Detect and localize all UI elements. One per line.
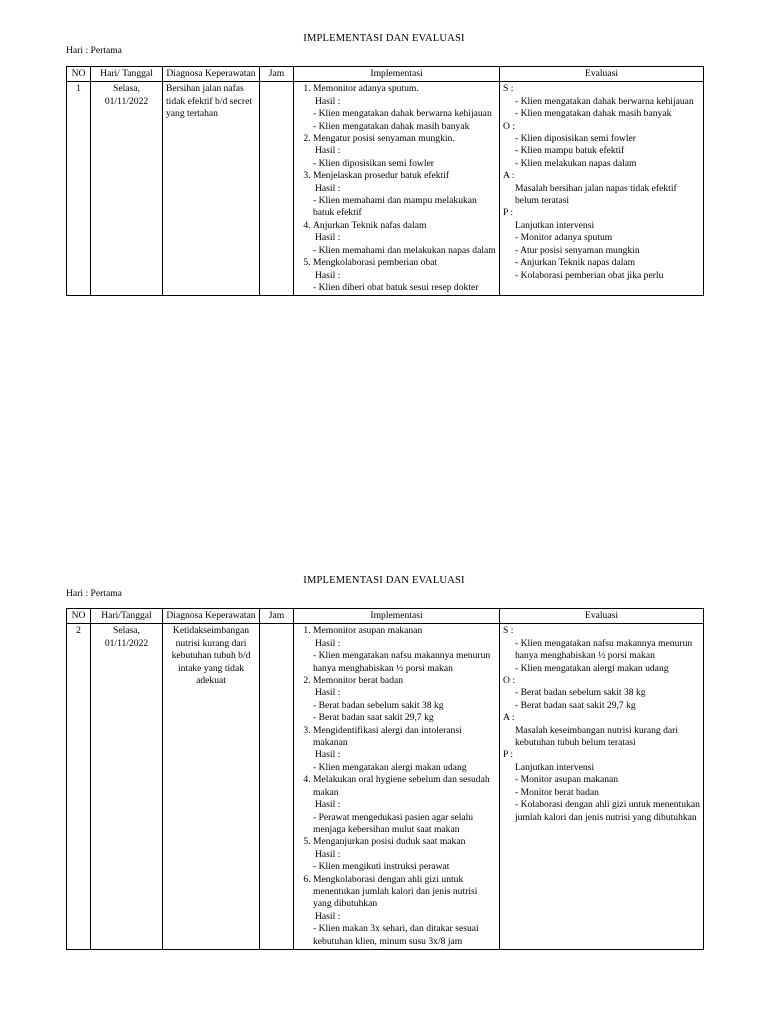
hasil-label: Hasil : — [315, 799, 341, 811]
table-row — [67, 624, 704, 950]
evaluasi-item: - Klien melakukan napas dalam — [515, 157, 637, 169]
evaluasi-item: - Monitor asupan makanan — [515, 774, 619, 786]
hasil-text: - Klien diberi obat batuk sesui resep dokter — [313, 281, 479, 293]
cell-diagnosa: Ketidakseimbangan nutrisi kurang dari kebutuhan tubuh b/d intake yang tidak adekuat — [163, 624, 260, 950]
implementasi-item — [313, 83, 496, 133]
evaluasi-item: Lanjutkan intervensi — [515, 761, 595, 773]
section-2-hari: Hari : Pertama — [66, 588, 122, 599]
implementasi-action: Mengidentifikasi alergi dan intoleransi makanan — [313, 724, 462, 749]
hasil-text: - Berat badan saat sakit 29,7 kg — [313, 712, 434, 724]
implementasi-item — [313, 257, 496, 294]
header-diagnosa: Diagnosa Keperawatan — [163, 67, 260, 82]
evaluasi-item: - Klien mengatakan alergi makan udang — [515, 662, 669, 674]
evaluasi-item: - Anjurkan Teknik napas dalam — [515, 257, 636, 269]
hasil-text: - Klien diposisikan semi fowler — [313, 157, 434, 169]
implementasi-item — [313, 133, 496, 170]
hasil-text: - Klien mengatakan dahak berwarna kehijauan — [313, 108, 492, 120]
evaluasi-item: - Klien mengatakan nafsu makannya menurun hanya menghabiskan ½ porsi makan — [515, 637, 693, 662]
hasil-label: Hasil : — [315, 637, 341, 649]
header-evaluasi: Evaluasi — [500, 609, 704, 624]
hasil-label: Hasil : — [315, 145, 341, 157]
cell-no: 1 — [67, 82, 91, 296]
hasil-label: Hasil : — [315, 182, 341, 194]
hasil-text: - Klien memahami dan melakukan napas dalam — [313, 244, 496, 256]
hasil-label: Hasil : — [315, 687, 341, 699]
cell-tanggal: Selasa, 01/11/2022 — [91, 82, 163, 296]
cell-evaluasi — [500, 82, 704, 296]
implementasi-action: Melakukan oral hygiene sebelum dan sesudah makan — [313, 774, 490, 798]
header-implementasi: Implementasi — [294, 67, 500, 82]
cell-diagnosa: Bersihan jalan nafas tidak efektif b/d secret yang tertahan — [163, 82, 260, 296]
table-row — [67, 82, 704, 296]
hasil-text: - Klien memahami dan mampu melakukan batuk efektif — [313, 195, 477, 219]
implementasi-list — [297, 83, 496, 294]
table-header-row — [67, 609, 704, 624]
implementasi-item — [313, 170, 496, 220]
header-jam: Jam — [260, 67, 294, 82]
implementasi-action: Menganjurkan posisi duduk saat makan — [313, 836, 466, 848]
section-1-table — [66, 66, 704, 296]
header-evaluasi: Evaluasi — [500, 67, 704, 82]
evaluasi-item: - Klien mampu batuk efektif — [515, 145, 625, 157]
implementasi-list — [297, 625, 496, 948]
evaluasi-label-a: A : — [503, 170, 515, 182]
hasil-text: - Klien makan 3x sehari, dan ditakar sesuai kebutuhan klien, minum susu 3x/8 jam — [313, 923, 479, 947]
implementasi-action: Memonitor adanya sputum. — [313, 83, 419, 95]
header-no: NO — [67, 609, 91, 624]
evaluasi-label-o: O : — [503, 120, 515, 132]
implementasi-item — [313, 836, 496, 873]
cell-implementasi — [294, 624, 500, 950]
evaluasi-item: Masalah keseimbangan nutrisi kurang dari kebutuhan tubuh belum teratasi — [515, 724, 679, 749]
evaluasi-label-s: S : — [503, 625, 514, 637]
evaluasi-item: - Monitor adanya sputum — [515, 232, 613, 244]
evaluasi-item: Lanjutkan intervensi — [515, 219, 595, 231]
hasil-label: Hasil : — [315, 269, 341, 281]
cell-tanggal: Selasa, 01/11/2022 — [91, 624, 163, 950]
implementasi-action: Mengkolaborasi pemberian obat — [313, 257, 438, 269]
evaluasi-item: - Berat badan sebelum sakit 38 kg — [515, 687, 646, 699]
hasil-text: - Perawat mengedukasi pasien agar selalu menjaga kebersihan mulut saat makan — [313, 811, 474, 835]
evaluasi-item: - Klien diposisikan semi fowler — [515, 133, 636, 145]
hasil-text: - Klien mengikuti instruksi perawat — [313, 861, 450, 873]
table-header-row — [67, 67, 704, 82]
evaluasi-item: - Kolaborasi pemberian obat jika perlu — [515, 269, 664, 281]
implementasi-action: Anjurkan Teknik nafas dalam — [313, 219, 427, 231]
implementasi-action: Memonitor berat badan — [313, 675, 404, 687]
evaluasi-item: - Klien mengatakan dahak masih banyak — [515, 108, 672, 120]
evaluasi-label-a: A : — [503, 712, 515, 724]
implementasi-action: Mengatur posisi senyaman mungkin. — [313, 133, 455, 145]
cell-jam — [260, 82, 294, 296]
implementasi-item — [313, 874, 496, 948]
hasil-label: Hasil : — [315, 910, 341, 922]
hasil-text: - Klien mengatakan nafsu makannya menurun hanya menghabiskan ½ porsi makan — [313, 650, 491, 674]
hasil-text: - Klien mengatakan dahak masih banyak — [313, 120, 470, 132]
implementasi-item — [313, 725, 496, 775]
evaluasi-label-o: O : — [503, 675, 515, 687]
hasil-label: Hasil : — [315, 749, 341, 761]
hasil-label: Hasil : — [315, 232, 341, 244]
hasil-label: Hasil : — [315, 848, 341, 860]
section-1-title: IMPLEMENTASI DAN EVALUASI — [303, 33, 465, 44]
implementasi-action: Mengkolaborasi dengan ahli gizi untuk menentukan jumlah kalori dan jenis nutrisi yang dibutuhkan — [313, 873, 478, 910]
header-implementasi: Implementasi — [294, 609, 500, 624]
header-no: NO — [67, 67, 91, 82]
cell-no: 2 — [67, 624, 91, 950]
evaluasi-item: - Atur posisi senyaman mungkin — [515, 244, 640, 256]
implementasi-action: Memonitor asupan makanan — [313, 625, 423, 637]
evaluasi-item: - Klien mengatakan dahak berwarna kehijauan — [515, 95, 694, 107]
implementasi-action: Menjelaskan prosedur batuk efektif — [313, 170, 450, 182]
implementasi-item — [313, 774, 496, 836]
evaluasi-item: - Berat badan saat sakit 29,7 kg — [515, 699, 636, 711]
section-2-title: IMPLEMENTASI DAN EVALUASI — [303, 575, 465, 586]
cell-implementasi — [294, 82, 500, 296]
cell-evaluasi — [500, 624, 704, 950]
header-tanggal: Hari/Tanggal — [91, 609, 163, 624]
evaluasi-item: Masalah bersihan jalan napas tidak efektif belum teratasi — [515, 182, 677, 207]
hasil-label: Hasil : — [315, 95, 341, 107]
section-1-hari: Hari : Pertama — [66, 45, 122, 56]
header-jam: Jam — [260, 609, 294, 624]
section-2-table — [66, 608, 704, 950]
implementasi-item — [313, 220, 496, 257]
evaluasi-item: - Monitor berat badan — [515, 786, 599, 798]
header-diagnosa: Diagnosa Keperawatan — [163, 609, 260, 624]
evaluasi-item: - Kolaborasi dengan ahli gizi untuk menentukan jumlah kalori dan jenis nutrisi yang dibutuhkan — [515, 799, 700, 823]
hasil-text: - Berat badan sebelum sakit 38 kg — [313, 699, 444, 711]
evaluasi-label-s: S : — [503, 83, 514, 95]
hasil-text: - Klien mengatakan alergi makan udang — [313, 761, 467, 773]
cell-jam — [260, 624, 294, 950]
evaluasi-label-p: P : — [503, 207, 514, 219]
implementasi-item — [313, 675, 496, 725]
implementasi-item — [313, 625, 496, 675]
evaluasi-label-p: P : — [503, 749, 514, 761]
header-tanggal: Hari/ Tanggal — [91, 67, 163, 82]
